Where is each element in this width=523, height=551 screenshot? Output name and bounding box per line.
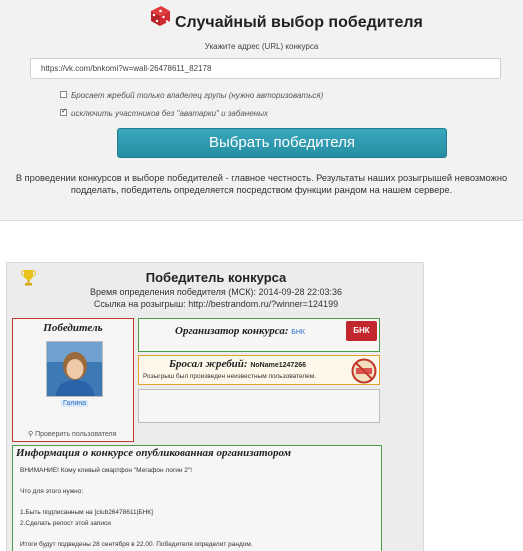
info-line: 2.Сделать репост этой записи bbox=[20, 519, 111, 527]
info-line bbox=[20, 477, 253, 488]
avatar[interactable] bbox=[46, 341, 103, 397]
lot-caster-heading bbox=[169, 358, 306, 370]
contest-url-input[interactable] bbox=[30, 58, 501, 79]
fairness-info-line-1: В проведении конкурсов и выборе победителей - главное честность. Результаты наших розыгрышей невозможно bbox=[15, 173, 508, 183]
lot-caster-box bbox=[138, 355, 380, 385]
page-title: Случайный выбор победителя bbox=[175, 14, 423, 31]
lot-caster-heading-label: Бросал жребий: bbox=[169, 358, 248, 370]
exclude-no-avatar-label: исключить участников без "аватарки" и забаненых bbox=[71, 109, 268, 118]
info-line: Итоги будут подведены 28 сентября в 22.00. Победителя определит рандом. bbox=[20, 540, 253, 548]
search-icon: ⚲ bbox=[28, 431, 34, 438]
url-hint-label: Укажите адрес (URL) конкурса bbox=[204, 42, 319, 51]
exclude-no-avatar-checkbox[interactable] bbox=[60, 109, 67, 116]
owner-only-option[interactable] bbox=[60, 91, 323, 100]
empty-box bbox=[138, 389, 380, 423]
winner-result-panel bbox=[6, 262, 424, 551]
info-line: Что для этого нужно: bbox=[20, 488, 84, 495]
owner-only-label: Бросает жребий только владелец групы (нужно авторизоваться) bbox=[71, 91, 324, 100]
winner-heading: Победитель bbox=[43, 322, 103, 334]
organizer-heading bbox=[175, 325, 305, 337]
organizer-logo[interactable]: БНК bbox=[346, 321, 377, 341]
contest-info-text bbox=[20, 466, 253, 550]
dice-icon bbox=[147, 2, 173, 28]
organizer-heading-label: Организатор конкурса: bbox=[175, 325, 289, 337]
random-winner-form bbox=[0, 0, 523, 221]
lot-caster-text: Розыгрыш был произведен неизвестным пользователем. bbox=[143, 373, 317, 380]
fairness-info bbox=[14, 172, 509, 196]
exclude-no-avatar-option[interactable] bbox=[60, 109, 268, 118]
contest-info-heading: Информация о конкурсе опубликованная организатором bbox=[16, 447, 292, 459]
owner-only-checkbox[interactable] bbox=[60, 91, 67, 98]
lot-caster-name: NoName1247266 bbox=[250, 362, 306, 369]
organizer-box bbox=[138, 318, 380, 352]
info-line: ВНИМАНИЕ! Кому клевый смартфон "Мегафон логин 2"! bbox=[20, 467, 193, 474]
winner-name-link[interactable]: Галина bbox=[63, 400, 87, 407]
info-line: 1.Быть подписанным на [club26478611|БНК] bbox=[20, 509, 153, 516]
organizer-link[interactable]: БНК bbox=[291, 329, 306, 336]
avatar-image bbox=[47, 342, 103, 397]
check-user-link[interactable] bbox=[28, 430, 116, 438]
winner-box bbox=[12, 318, 134, 442]
check-user-label: Проверить пользователя bbox=[35, 431, 117, 438]
info-line bbox=[20, 529, 253, 540]
winner-time: Время определения победителя (МСК): 2014-09-28 22:03:36 bbox=[89, 287, 343, 297]
contest-info-box bbox=[12, 445, 382, 551]
select-winner-button[interactable]: Выбрать победителя bbox=[117, 128, 447, 158]
winner-section-title: Победитель конкурса bbox=[145, 270, 287, 285]
info-line bbox=[20, 498, 253, 509]
draw-link[interactable]: Ссылка на розыгрыш: http://bestrandom.ru/?winner=124199 bbox=[93, 299, 339, 309]
fairness-info-line-2: подделать, победитель определяется посредством функции рандом на нашем сервере. bbox=[70, 185, 453, 195]
no-name-icon bbox=[351, 358, 377, 384]
